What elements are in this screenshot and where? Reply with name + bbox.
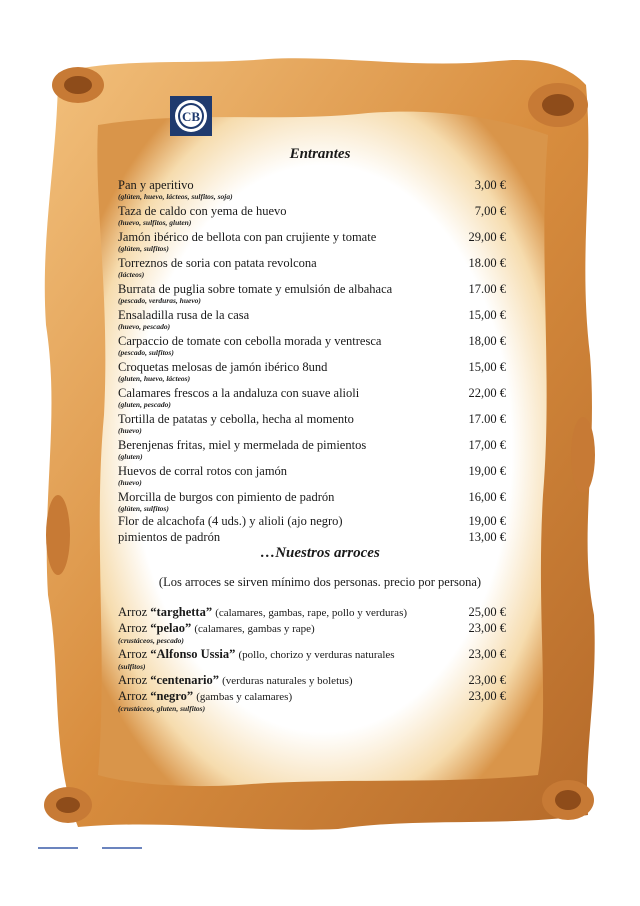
footer-divider [38,846,158,850]
rice-item [118,673,506,688]
menu-item [118,360,506,383]
rice-item-desc: (verduras naturales y boletus) [222,675,353,687]
rice-item-allergens: (crustáceos, pescado) [118,636,184,645]
rice-item-price: 23,00 € [468,673,506,687]
menu-item [118,230,506,253]
menu-item-price: 7,00 € [474,204,506,218]
menu-item-name: Pan y aperitivo [118,178,194,192]
menu-item-name: Tortilla de patatas y cebolla, hecha al momento [118,412,354,426]
menu-item [118,464,506,487]
menu-item-price: 19,00 € [468,464,506,478]
menu-item [118,438,506,461]
menu-item-allergens: (pescado, verduras, huevo) [118,296,201,305]
rice-item-line [118,605,407,620]
menu-item-allergens: (gluten, huevo, lácteos) [118,374,191,383]
menu-item [118,256,506,279]
rice-item-name: “negro” [150,689,194,703]
rice-item-prefix: Arroz [118,647,148,661]
entrantes-title: Entrantes [289,146,351,162]
menu-item-name: Calamares frescos a la andaluza con suave alioli [118,386,360,400]
rice-item-desc: (calamares, gambas, rape, pollo y verduras) [215,607,408,619]
menu-item [118,334,506,357]
rice-item-desc: (gambas y calamares) [196,691,293,703]
logo-emblem-icon [170,96,212,136]
menu-item-allergens: (lácteos) [118,270,145,279]
rice-item-name: “centenario” [150,673,220,687]
menu-item [118,514,506,528]
rice-item-name: “pelao” [150,621,192,635]
menu-item [118,308,506,331]
rice-item-desc: (pollo, chorizo y verduras naturales [238,649,395,661]
menu-item [118,530,506,544]
menu-item-name: Burrata de puglia sobre tomate y emulsión de albahaca [118,282,393,296]
menu-item-allergens: (gluten) [118,452,143,461]
rice-item-name: “Alfonso Ussia” [150,647,236,661]
menu-item-allergens: (glúten, sulfitos) [118,244,169,253]
menu-item-name: Torreznos de soria con patata revolcona [118,256,317,270]
rice-item-price: 25,00 € [468,605,506,619]
menu-item-price: 13,00 € [468,530,506,544]
menu-item-price: 18.00 € [468,256,506,270]
rice-item-desc: (calamares, gambas y rape) [194,623,315,635]
logo-text: CB [181,109,201,124]
menu-item [118,204,506,227]
menu-item-name: Carpaccio de tomate con cebolla morada y ventresca [118,334,382,348]
menu-item-allergens: (gluten, pescado) [118,400,171,409]
rice-item-allergens: (sulfitos) [118,662,146,671]
restaurant-logo [170,96,212,136]
menu-item-allergens: (huevo) [118,478,142,487]
menu-item [118,178,506,201]
rice-item-prefix: Arroz [118,621,148,635]
menu-item [118,386,506,409]
menu-item-name: Taza de caldo con yema de huevo [118,204,287,218]
rice-item-prefix: Arroz [118,689,148,703]
rice-item-line [118,621,315,636]
menu-item-name: Berenjenas fritas, miel y mermelada de pimientos [118,438,367,452]
menu-item-allergens: (huevo, sulfitos, gluten) [118,218,192,227]
menu-item-allergens: (glúten, huevo, lácteos, sulfitos, soja) [118,192,233,201]
menu-item-price: 18,00 € [468,334,506,348]
arroces-title: …Nuestros arroces [260,545,380,561]
menu-item-allergens: (huevo, pescado) [118,322,171,331]
menu-item-name: Croquetas melosas de jamón ibérico 8und [118,360,328,374]
menu-item-allergens: (glúten, sulfitos) [118,504,169,513]
menu-item-price: 15,00 € [468,360,506,374]
rice-item [118,605,506,620]
rice-item-prefix: Arroz [118,605,148,619]
rice-item-prefix: Arroz [118,673,148,687]
menu-item-name: Ensaladilla rusa de la casa [118,308,250,322]
menu-item-price: 16,00 € [468,490,506,504]
menu-item-price: 19,00 € [468,514,506,528]
menu-item-allergens: (pescado, sulfitos) [118,348,174,357]
rice-item-name: “targhetta” [150,605,213,619]
arroces-note: (Los arroces se sirven mínimo dos personas. precio por persona) [158,575,482,589]
rice-item-line [118,673,353,688]
rice-item [118,621,506,645]
menu-item [118,490,506,513]
menu-item-allergens: (huevo) [118,426,142,435]
rice-item-line [118,689,292,704]
menu-item-price: 17.00 € [468,412,506,426]
rice-item-price: 23,00 € [468,621,506,635]
rice-item-allergens: (crustáceos, gluten, sulfitos) [118,704,206,713]
menu-item-price: 15,00 € [468,308,506,322]
menu-item-price: 3,00 € [474,178,506,192]
rice-item-price: 23,00 € [468,647,506,661]
menu-item-price: 17,00 € [468,438,506,452]
menu-item-price: 17.00 € [468,282,506,296]
menu-item [118,282,506,305]
menu-item-name: Huevos de corral rotos con jamón [118,464,288,478]
menu-item-name: Morcilla de burgos con pimiento de padrón [118,490,335,504]
menu-item-name: pimientos de padrón [118,530,221,544]
rice-item [118,647,506,671]
menu-item-name: Flor de alcachofa (4 uds.) y alioli (ajo negro) [118,514,343,528]
rice-item-price: 23,00 € [468,689,506,703]
menu-item [118,412,506,435]
rice-item [118,689,506,713]
menu-item-price: 22,00 € [468,386,506,400]
menu-item-name: Jamón ibérico de bellota con pan crujiente y tomate [118,230,377,244]
menu-item-price: 29,00 € [468,230,506,244]
rice-item-line [118,647,395,662]
